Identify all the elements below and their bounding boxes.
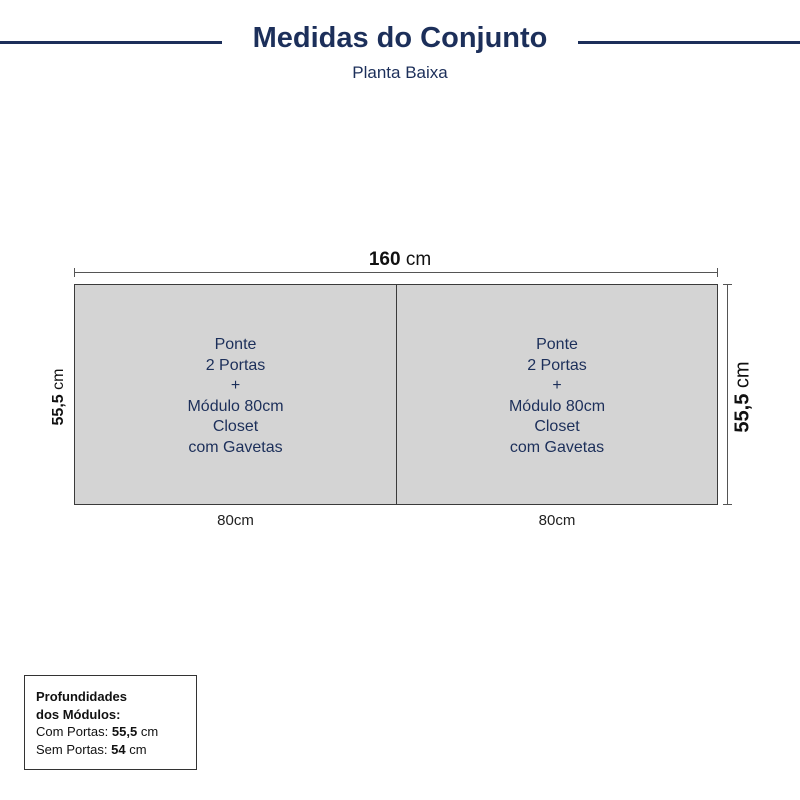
- module-left-line: Closet: [212, 418, 259, 435]
- depth-right-tick-top: [723, 284, 732, 285]
- module-left-line: Módulo 80cm: [187, 397, 284, 415]
- module-left: [74, 284, 397, 505]
- module-left-line: com Gavetas: [188, 438, 283, 456]
- module-right-line: Closet: [534, 418, 580, 435]
- module-right-width-label: 80cm: [538, 512, 576, 529]
- depth-right-unit: cm: [731, 361, 754, 389]
- info-com-portas-unit: cm: [140, 724, 159, 739]
- module-left-line: Ponte: [214, 336, 257, 353]
- depth-right-dimension-line: [727, 284, 728, 505]
- module-left-text: [75, 335, 396, 458]
- total-width-value: 160: [368, 249, 401, 270]
- depth-right-tick-bottom: [723, 504, 732, 505]
- module-left-line: 2 Portas: [205, 356, 266, 374]
- depth-left-unit: cm: [50, 368, 67, 390]
- info-sem-portas: [36, 741, 196, 759]
- depth-left-label: [50, 369, 68, 426]
- module-left-width-label: 80cm: [217, 512, 254, 529]
- total-width-dimension-line: [74, 272, 718, 273]
- info-heading-line2: dos Módulos:: [36, 706, 121, 722]
- page-subtitle: Planta Baixa: [352, 63, 448, 82]
- depth-info-box: [24, 675, 197, 770]
- total-width-label: [0, 248, 800, 272]
- page-title: Medidas do Conjunto: [252, 22, 548, 54]
- module-right-line: 2 Portas: [527, 356, 587, 374]
- info-sem-portas-value: 54: [111, 741, 126, 757]
- module-right-line: com Gavetas: [509, 438, 605, 456]
- info-com-portas-label: Com Portas:: [36, 724, 109, 739]
- info-heading-line1: Profundidades: [36, 689, 128, 704]
- info-com-portas: [36, 723, 196, 741]
- depth-right-label: [732, 361, 755, 432]
- module-right-line: Módulo 80cm: [508, 397, 606, 415]
- depth-right-value: 55,5: [731, 393, 754, 433]
- depth-left-value: 55,5: [50, 394, 67, 426]
- total-width-unit: cm: [405, 249, 432, 270]
- module-right: [396, 284, 718, 505]
- info-com-portas-value: 55,5: [111, 724, 138, 739]
- info-sem-portas-label: Sem Portas:: [36, 741, 108, 757]
- module-right-line: +: [552, 377, 562, 394]
- module-right-line: Ponte: [536, 336, 578, 353]
- module-right-text: [397, 335, 717, 458]
- module-left-line: +: [230, 377, 241, 394]
- info-sem-portas-unit: cm: [129, 741, 147, 757]
